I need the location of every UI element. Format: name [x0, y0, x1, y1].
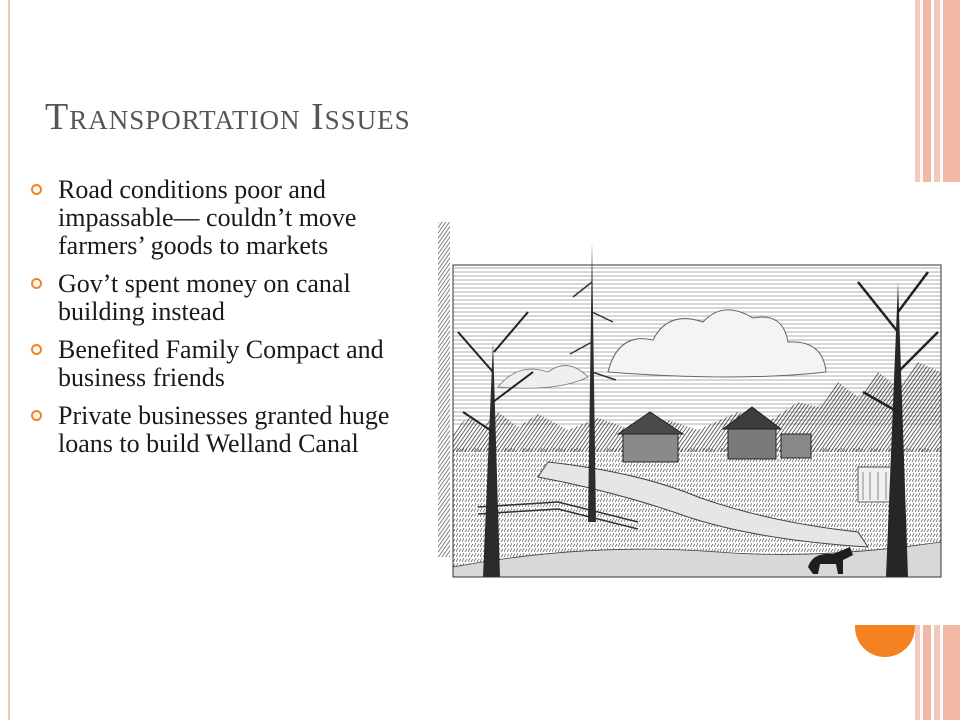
bullet-text: Benefited Family Compact and business friends	[58, 335, 384, 392]
slide-title: Transportation Issues	[45, 96, 411, 138]
pioneer-farm-engraving	[438, 222, 943, 622]
left-border-line	[8, 0, 10, 720]
ring-bullet-icon	[31, 344, 42, 355]
ring-bullet-icon	[31, 410, 42, 421]
bullet-text: Private businesses granted huge loans to build Welland Canal	[58, 401, 390, 458]
ring-bullet-icon	[31, 184, 42, 195]
illustration-panel	[435, 182, 960, 625]
bullet-text: Road conditions poor and impassable— couldn’t move farmers’ goods to markets	[58, 175, 357, 260]
bullet-text: Gov’t spent money on canal building instead	[58, 269, 351, 326]
bullet-list	[28, 176, 408, 468]
bullet-item	[28, 270, 408, 326]
bullet-item	[28, 402, 408, 458]
bullet-item	[28, 336, 408, 392]
bullet-item	[28, 176, 408, 260]
ring-bullet-icon	[31, 278, 42, 289]
